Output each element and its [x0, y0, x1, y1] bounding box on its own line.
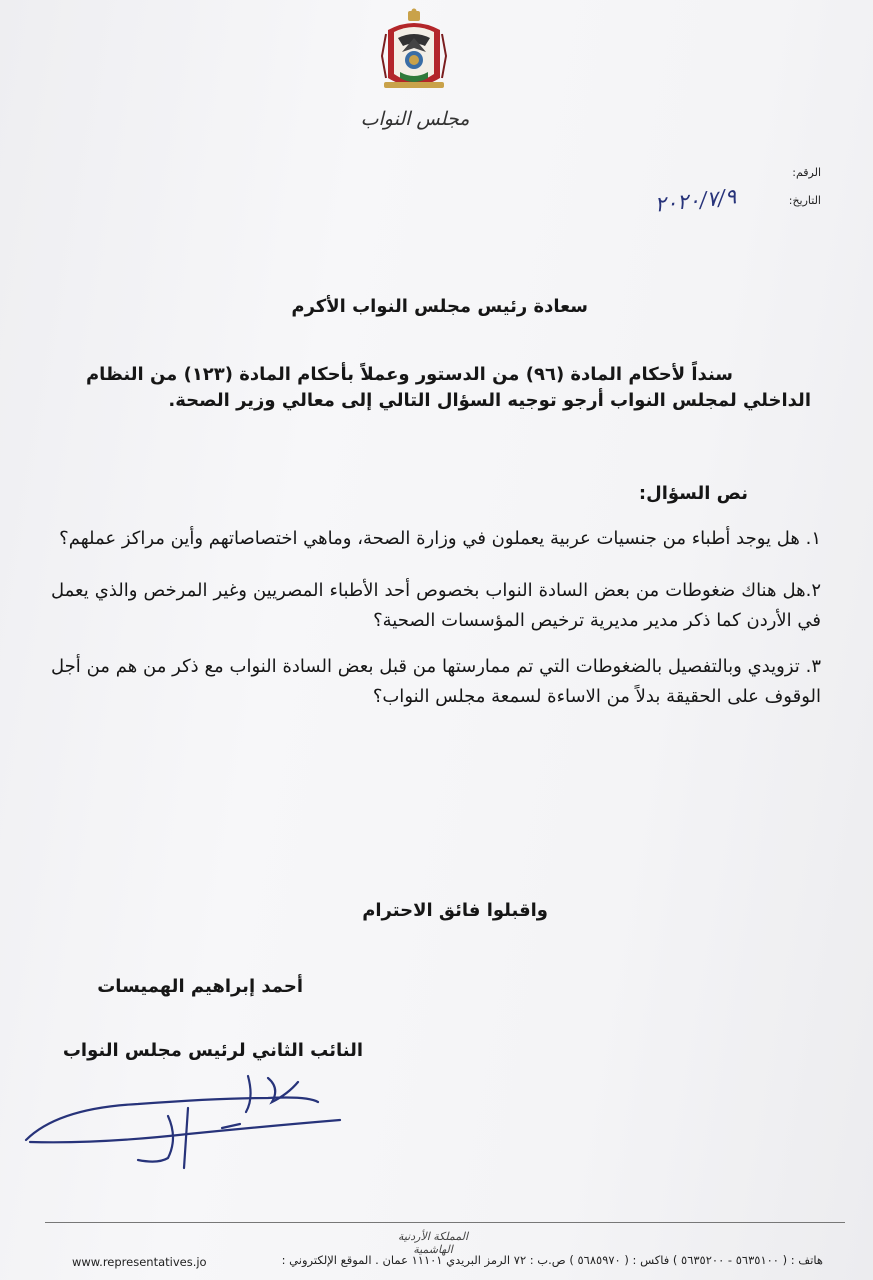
signer-title: النائب الثاني لرئيس مجلس النواب [62, 1040, 363, 1061]
footer-contact-info: هاتف : ( ٥٦٣٥١٠٠ - ٥٦٣٥٢٠٠ ) فاكس : ( ٥٦٨٥٩٧٠ ) ص.ب : ٧٢ الرمز البريدي ١١١٠١ عمان . الموقع الإلكتروني : [281, 1253, 823, 1267]
coat-of-arms-emblem [378, 8, 450, 98]
question-list [51, 524, 821, 728]
closing-phrase: واقبلوا فائق الاحترام [362, 900, 548, 921]
question-item: ١. هل يوجد أطباء من جنسيات عربية يعملون في وزارة الصحة، وماهي اختصاصاتهم وأين مراكز عملهم؟ [59, 528, 821, 549]
handwritten-signature [18, 1068, 358, 1178]
question-item: ٣. تزويدي وبالتفصيل بالضغوطات التي تم ممارستها من قبل بعض السادة النواب مع ذكر من هم من أجل الوقوف على الحقيقة بدلاً من الاساءة لسمعة مجلس النواب؟ [51, 656, 821, 707]
intro-paragraph [51, 362, 811, 414]
council-name-logotype: مجلس النواب [360, 108, 470, 130]
intro-line: الداخلي لمجلس النواب أرجو توجيه السؤال التالي إلى معالي وزير الصحة. [168, 390, 811, 411]
footer-kingdom-logotype: المملكة الأردنية الهاشمية [397, 1230, 469, 1256]
intro-line: سنداً لأحكام المادة (٩٦) من الدستور وعملاً بأحكام المادة (١٢٣) من النظام [85, 364, 733, 385]
reference-label: الرقم: [792, 166, 821, 179]
footer-website-link[interactable]: www.representatives.jo [72, 1255, 207, 1269]
signer-name: أحمد إبراهيم الهميسات [97, 976, 303, 997]
footer-divider [45, 1222, 845, 1223]
date-label: التاريخ: [788, 194, 821, 207]
question-heading: نص السؤال: [638, 483, 748, 504]
handwritten-date: ٢٠٢٠/٧/٩ [653, 184, 738, 217]
question-item: ٢.هل هناك ضغوطات من بعض السادة النواب بخصوص أحد الأطباء المصريين وغير المرخص والذي يعمل في الأردن كما ذكر مدير مديرية ترخيص المؤسسات الصحية؟ [51, 580, 821, 631]
salutation: سعادة رئيس مجلس النواب الأكرم [291, 296, 588, 317]
